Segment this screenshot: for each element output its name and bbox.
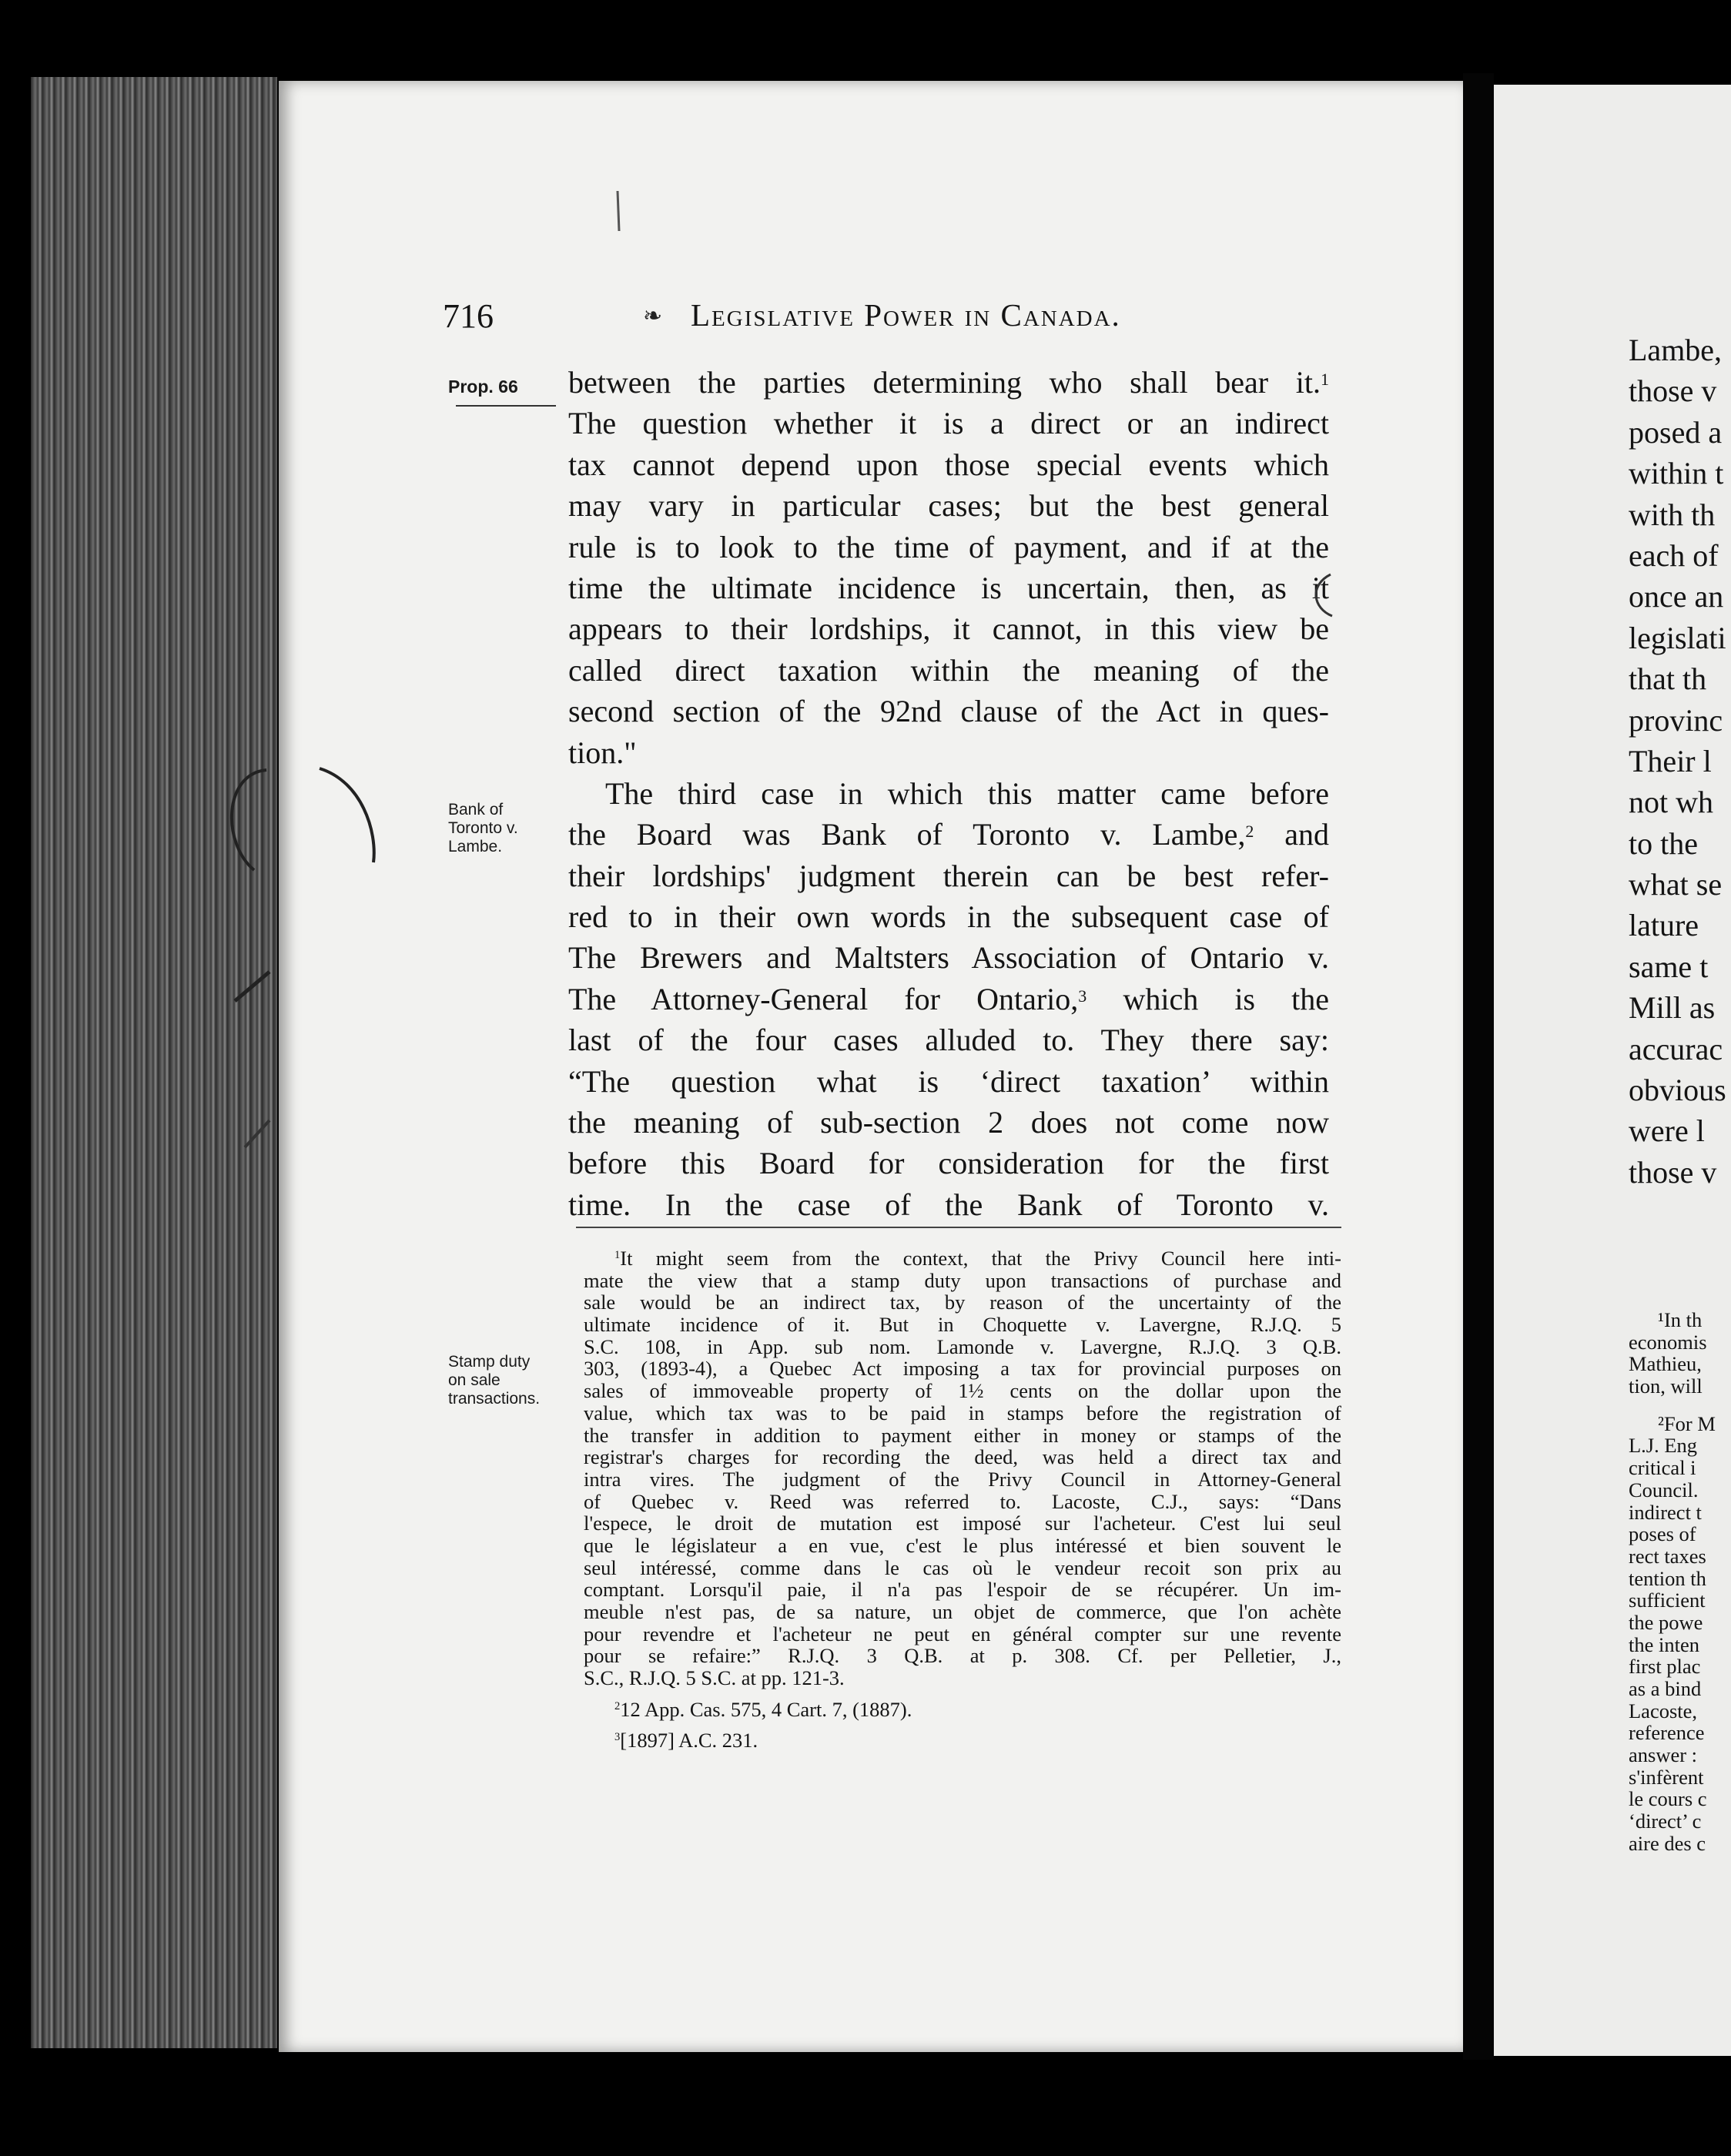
text-line: accurac	[1629, 1031, 1723, 1066]
text-line: Their l	[1629, 743, 1712, 778]
footnote-line: comptant. Lorsqu'il paie, il n'a pas l'espoir de se récupérer. Un im-	[584, 1578, 1341, 1602]
footnote-line: sale would be an indirect tax, by reason of the uncertainty of the	[584, 1291, 1341, 1314]
footnote-line: 303, (1893-4), a Quebec Act imposing a tax for provincial purposes on	[584, 1357, 1341, 1381]
footnote-line: rect taxes	[1629, 1544, 1706, 1568]
footnote-ref: 3	[1078, 986, 1087, 1006]
footnote-line: the inten	[1629, 1632, 1699, 1656]
text-line: their lordships' judgment therein can be best refer-	[568, 858, 1329, 893]
text-line: once an	[1629, 579, 1724, 614]
footnote-line: indirect t	[1629, 1500, 1702, 1524]
text-line: to the	[1629, 825, 1698, 861]
text-line: last of the four cases alluded to. They there say:	[568, 1023, 1329, 1058]
text-line: those v	[1629, 1154, 1717, 1190]
footnote-line: ‘direct’ c	[1629, 1810, 1702, 1833]
body-text	[568, 362, 1329, 1225]
text-line: what se	[1629, 867, 1723, 902]
footnote-line: l'espece, le droit de mutation est imposé sur l'acheteur. C'est lui seul	[584, 1512, 1341, 1535]
running-title: Legislative Power in Canada.	[691, 297, 1121, 333]
footnote-rule	[576, 1227, 1341, 1228]
text-line: legislati	[1629, 620, 1726, 655]
text-line: those v	[1629, 373, 1717, 409]
footnote-line: value, which tax was to be paid in stamps before the registration of	[584, 1401, 1341, 1424]
footnote-ref: 1	[1321, 370, 1329, 389]
text-line: lature	[1629, 908, 1699, 943]
margin-note-line: Lambe.	[448, 838, 503, 855]
footnote-line: poses of	[1629, 1522, 1696, 1546]
text-line: called direct taxation within the meaning of the	[568, 652, 1329, 688]
footnote-line: S.C. 108, in App. sub nom. Lamonde v. Lavergne, R.J.Q. 3 Q.B.	[584, 1334, 1341, 1358]
footnote-line: s'infèrent	[1629, 1765, 1704, 1789]
text-line: within t	[1629, 456, 1724, 491]
text-line: tion."	[568, 735, 637, 770]
text-line: posed a	[1629, 414, 1723, 450]
footnote-line: reference	[1629, 1721, 1705, 1745]
text-line: each of	[1629, 537, 1719, 573]
text-line: same t	[1629, 949, 1709, 984]
footnote-2: $^2$12 App. Cas. 575, 4 Cart. 7, (1887).	[614, 1697, 912, 1721]
footnote-line: aire des c	[1629, 1831, 1706, 1855]
right-page-text	[1629, 330, 1731, 1193]
footnote-line: seul intéressé, comme dans le cas où le vendeur recoit son prix au	[584, 1555, 1341, 1579]
text-line: The third case in which this matter came before	[605, 775, 1329, 811]
text-line: rule is to look to the time of payment, and if at the	[568, 529, 1329, 564]
footnote-line: registrar's charges for recording the deed, was held a direct tax and	[584, 1445, 1341, 1469]
running-head	[443, 296, 1351, 343]
text-line: before this Board for consideration for the first	[568, 1146, 1329, 1181]
footnote-line: the powe	[1629, 1610, 1703, 1634]
text-line: with th	[1629, 497, 1716, 532]
footnote-line: sufficient	[1629, 1589, 1706, 1612]
footnote-line: meuble n'est pas, de sa nature, un objet de commerce, que l'on achète	[584, 1600, 1341, 1623]
margin-note-line: Stamp duty	[448, 1353, 531, 1371]
footnote-line: economis	[1629, 1330, 1707, 1354]
footnote-line: tion, will	[1629, 1374, 1703, 1398]
footnote-line: the transfer in addition to payment either in money or stamps of the	[584, 1423, 1341, 1447]
footnote-line: le cours c	[1629, 1787, 1707, 1811]
footnote-line: of Quebec v. Reed was referred to. Lacoste, C.J., says: “Dans	[584, 1489, 1341, 1513]
footnote-line: Mathieu,	[1629, 1352, 1702, 1376]
margin-note-line: transactions.	[448, 1390, 541, 1408]
text-line: time the ultimate incidence is uncertain, then, as it	[568, 570, 1329, 605]
text-line: Lambe,	[1629, 333, 1723, 367]
text-line: The Brewers and Maltsters Association of Ontario v.	[568, 940, 1329, 976]
text-line: the Board was Bank of Toronto v. Lambe,$^2$ and	[568, 817, 1330, 852]
text-line: tax cannot depend upon those special events which	[568, 447, 1329, 482]
text-line: The question whether it is a direct or an indirect	[568, 406, 1329, 441]
footnote-line: intra vires. The judgment of the Privy Council in Attorney-General	[584, 1467, 1341, 1491]
margin-note-line: on sale	[448, 1371, 501, 1389]
text-line: not wh	[1629, 785, 1713, 820]
book-page-edges	[31, 77, 277, 2048]
text-line: between the parties determining who shall bear it.$^1$	[568, 365, 1329, 400]
text-line: the meaning of sub-section 2 does not come now	[568, 1105, 1329, 1140]
text-line: “The question what is ‘direct taxation’ within	[568, 1063, 1329, 1099]
footnote-line: ultimate incidence of it. But in Choquette v. Lavergne, R.J.Q. 5	[584, 1313, 1341, 1337]
fleuron-icon: ❧	[643, 303, 663, 329]
text-line: were l	[1629, 1113, 1705, 1149]
page-number: 716	[443, 297, 494, 335]
text-line: obvious	[1629, 1073, 1726, 1108]
footnote-line: pour se refaire:” R.J.Q. 3 Q.B. at p. 308. Cf. per Pelletier, J.,	[584, 1644, 1341, 1668]
text-line: Mill as	[1629, 990, 1716, 1026]
footnote-line: Lacoste,	[1629, 1699, 1698, 1722]
footnote-line: answer :	[1629, 1743, 1698, 1767]
text-line: The Attorney-General for Ontario,$^3$ which is the	[568, 981, 1329, 1016]
footnote-line: sales of immoveable property of 1½ cents on the dollar upon the	[584, 1379, 1341, 1403]
footnote-line: first plac	[1629, 1655, 1701, 1679]
footnote-line: L.J. Eng	[1629, 1434, 1698, 1458]
footnote-line: que le législateur a en vue, c'est le plus intéressé et bien souvent le	[584, 1533, 1341, 1557]
text-line: provinc	[1629, 702, 1723, 738]
footnote-line: Council.	[1629, 1478, 1699, 1502]
footnote-mark: 3	[614, 1731, 621, 1744]
footnote-line: S.C., R.J.Q. 5 S.C. at pp. 121-3.	[584, 1666, 845, 1690]
footnotes	[584, 1247, 1341, 1752]
footnote-line: ²For M	[1658, 1411, 1716, 1435]
footnote-line: $^1$It might seem from the context, that the Privy Council here inti-	[614, 1247, 1341, 1270]
margin-note-prop: Prop. 66	[448, 377, 518, 397]
text-line: red to in their own words in the subsequent case of	[568, 899, 1329, 935]
footnote-line: as a bind	[1629, 1677, 1702, 1700]
book-gutter	[1463, 73, 1494, 2060]
footnote-mark: 2	[614, 1699, 621, 1712]
text-line: that th	[1629, 661, 1707, 697]
margin-rule	[456, 405, 556, 407]
text-line: appears to their lordships, it cannot, in this view be	[568, 611, 1329, 647]
footnote-mark: 1	[614, 1249, 621, 1261]
text-line: second section of the 92nd clause of the Act in ques-	[568, 694, 1329, 729]
right-page-footnotes	[1629, 1309, 1731, 1855]
text-line: time. In the case of the Bank of Toronto v.	[568, 1187, 1329, 1222]
margin-note-line: Toronto v.	[448, 819, 518, 837]
footnote-line: ¹In th	[1658, 1308, 1703, 1331]
footnote-ref: 2	[1245, 822, 1254, 842]
margin-note-line: Bank of	[448, 801, 504, 819]
footnote-line: pour revendre et l'acheteur ne peut en général compter sur une revente	[584, 1622, 1341, 1645]
text-line: may vary in particular cases; but the best general	[568, 488, 1329, 524]
footnote-line: mate the view that a stamp duty upon transactions of purchase and	[584, 1268, 1341, 1292]
footnote-line: tention th	[1629, 1566, 1706, 1590]
margin-note-stamp-duty	[448, 1353, 540, 1408]
footnote-line: critical i	[1629, 1456, 1696, 1480]
footnote-3: $^3$[1897] A.C. 231.	[614, 1729, 758, 1753]
margin-note-bank-of-toronto	[448, 801, 518, 856]
